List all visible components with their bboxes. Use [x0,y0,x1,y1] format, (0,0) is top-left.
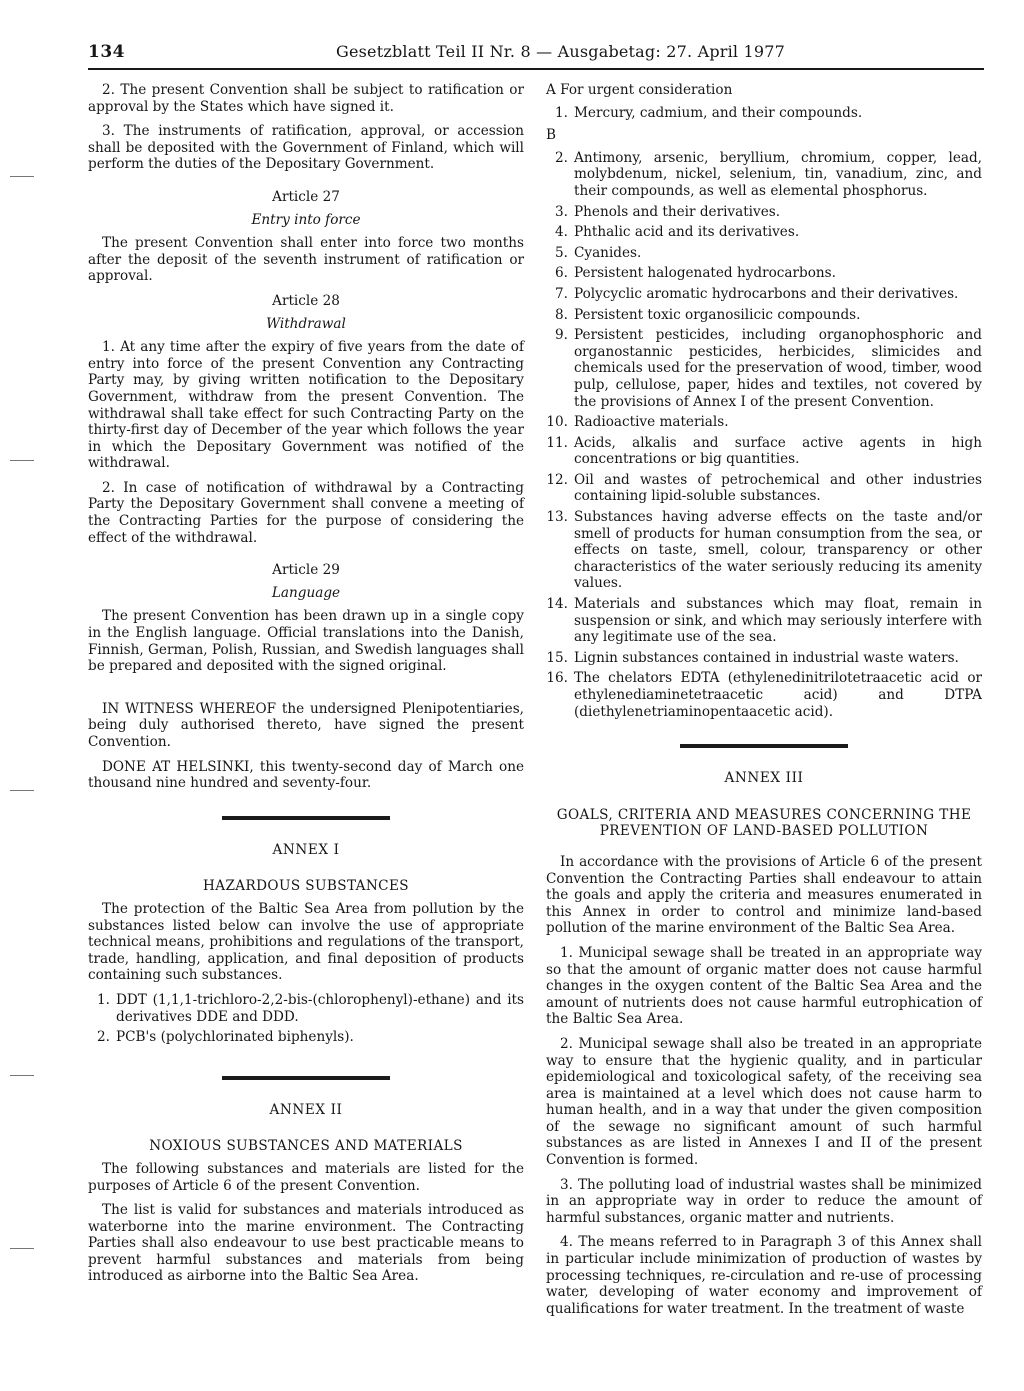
list-item-text: Mercury, cadmium, and their compounds. [574,104,863,121]
article-27-title: Article 27 [272,188,340,205]
annex-3-intro: In accordance with the provisions of Article 6 of the present Convention the Contracting Parties shall endeavour to attain the goals and apply the criteria and measures enumerated in this Annex in order to control and minimize land-based pollution of the marine environment of the Baltic Sea Area. [546,853,982,937]
article-27-subtitle: Entry into force [251,211,361,228]
margin-mark [10,1075,34,1076]
article-28-subtitle: Withdrawal [266,315,346,332]
list-item-number: 4. [555,224,568,241]
article-29-text: The present Convention has been drawn up in a single copy in the English language. Official translations into the Danish, Finnish, German, Polish, Russian, and Swedish languages shall be prepared and deposited with the signed original. [88,608,524,675]
section-a-label: A For urgent consideration [546,82,733,98]
list-item-number: 10. [546,414,568,431]
list-item [546,286,982,303]
article-29-title: Article 29 [272,562,340,579]
list-item-text: Materials and substances which may float, remain in suspension or sink, and which may seriously interfere with any legitimate use of the sea. [574,596,982,646]
article-28-paragraph-1: 1. At any time after the expiry of five years from the date of entry into force of the present Convention any Contracting Party may, by giving written notification to the Depositary Government, withdraw from the present Convention. The withdrawal shall take effect for such Contracting Party on the thirty-first day of December of the year which follows the year in which the Depositary Government was notified of the withdrawal. [88,339,524,472]
annex-2-paragraph-2: The list is valid for substances and materials introduced as waterborne into the marine environment. The Contracting Parties shall also endeavour to use best practicable means to prevent harmful substances and materials from being introduced as airborne into the Baltic Sea Area. [88,1202,524,1285]
list-item [546,596,982,646]
section-divider [222,816,390,820]
list-item [546,509,982,592]
list-item-text: Antimony, arsenic, beryllium, chromium, copper, lead, molybdenum, nickel, selenium, tin, vanadium, zinc, and their compounds, as well as elemental phosphorus. [574,149,982,199]
list-item-text: Radioactive materials. [574,414,729,431]
list-item [546,150,982,200]
list-item-number: 11. [546,434,568,451]
annex-3-paragraph-3: 3. The polluting load of industrial wastes shall be minimized in an appropriate way in order to reduce the amount of harmful substances, organic matter and nutrients. [546,1176,982,1226]
list-item [546,670,982,720]
list-item-number: 15. [546,649,568,666]
annex-1-list [88,992,524,1046]
list-item-number: 2. [555,149,568,166]
annex-2-heading: NOXIOUS SUBSTANCES AND MATERIALS [149,1138,463,1155]
list-item [546,265,982,282]
list-item-number: 13. [546,509,568,526]
annex-3-title: ANNEX III [724,770,804,787]
list-item-number: 2. [97,1029,110,1046]
list-item-number: 1. [97,991,110,1008]
page-header [88,40,984,70]
annex-3-paragraph-2: 2. Municipal sewage shall also be treated in an appropriate way to ensure that the hygienic quality, and in particular epidemiological and toxicological safety, of the receiving sea area is maintained at a level which does not cause harm to human health, and in a way that under the given composition of the sewage no significant amount of such harmful substances as are listed in Annexes I and II of the present Convention is formed. [546,1035,982,1169]
list-item [546,204,982,221]
section-b-label: B [546,127,556,144]
left-column [88,82,524,1293]
list-item [546,414,982,431]
list-item [88,992,524,1025]
annex-1-heading: HAZARDOUS SUBSTANCES [202,878,410,895]
list-item-text: Persistent toxic organosilicic compounds. [574,306,861,323]
list-item [546,307,982,324]
margin-mark [10,1248,34,1249]
list-item-text: Acids, alkalis and surface active agents in high concentrations or big quantities. [574,434,982,468]
list-section-b [546,150,982,720]
list-item-text: Polycyclic aromatic hydrocarbons and their derivatives. [574,285,959,302]
paragraph-ratification: 2. The present Convention shall be subject to ratification or approval by the States which have signed it. [88,82,524,115]
list-item-text: Lignin substances contained in industrial waste waters. [574,649,959,666]
section-divider [222,1076,390,1080]
list-item-number: 3. [555,203,568,220]
list-item [546,327,982,410]
list-item [546,224,982,241]
list-item-text: The chelators EDTA (ethylenedinitrilotetraacetic acid or ethylenediaminetetraacetic acid) and DTPA (diethylenetriaminopentaacetic acid). [574,670,982,720]
list-item-number: 8. [555,306,568,323]
list-item-text: Phenols and their derivatives. [574,203,781,220]
annex-2-paragraph-1: The following substances and materials are listed for the purposes of Article 6 of the present Convention. [88,1160,524,1194]
done-at-clause: DONE AT HELSINKI, this twenty-second day of March one thousand nine hundred and seventy-four. [88,758,524,792]
list-item [546,650,982,667]
list-item-text: Phthalic acid and its derivatives. [574,224,800,241]
annex-3-paragraph-4: 4. The means referred to in Paragraph 3 of this Annex shall in particular include minimization of production of wastes by processing techniques, re-circulation and re-use of processing water, developing of water economy and improvement of qualifications for water treatment. In the treatment of waste [546,1234,982,1317]
annex-1-intro: The protection of the Baltic Sea Area from pollution by the substances listed below can involve the use of appropriate technical means, prohibitions and regulations of the transport, trade, handling, application, and final deposition of products containing such substances. [88,900,524,984]
list-item-text: Persistent halogenated hydrocarbons. [574,265,836,282]
annex-1-title: ANNEX I [272,841,340,858]
list-item-text: DDT (1,1,1-trichloro-2,2-bis-(chlorophenyl)-ethane) and its derivatives DDE and DDD. [116,991,524,1025]
list-item [546,472,982,505]
annex-2-title: ANNEX II [269,1101,343,1118]
list-item [546,245,982,262]
list-item-number: 14. [546,596,568,613]
list-item-text: Oil and wastes of petrochemical and other industries containing lipid-soluble substances. [574,471,982,505]
list-item-text: Cyanides. [574,244,642,261]
list-item-number: 7. [555,285,568,302]
list-item-number: 5. [555,244,568,261]
article-29-subtitle: Language [271,584,341,601]
right-column [546,82,982,1325]
annex-3-paragraph-1: 1. Municipal sewage shall be treated in an appropriate way so that the amount of organic matter does not cause harmful changes in the oxygen content of the Baltic Sea Area and the amount of nutrients does not cause harmful eutrophication of the Baltic Sea Area. [546,944,982,1028]
header-title: Gesetzblatt Teil II Nr. 8 — Ausgabetag: 27. April 1977 [336,42,786,61]
article-28-paragraph-2: 2. In case of notification of withdrawal by a Contracting Party the Depositary Government shall convene a meeting of the Contracting Parties for the purpose of considering the effect of the withdrawal. [88,479,524,546]
list-item-text: Substances having adverse effects on the taste and/or smell of products for human consumption from the sea, or effects on taste, smell, colour, transparency or other characteristics of the water seriously reducing its amenity values. [574,509,982,592]
list-item-text: Persistent pesticides, including organophosphoric and organostannic pesticides, herbicides, slimicides and chemicals used for the preservation of wood, timber, wood pulp, cellulose, paper, hides and textiles, not covered by the provisions of Annex I of the present Convention. [574,327,982,410]
list-item [88,1029,524,1046]
list-section-a [546,105,982,122]
witness-clause: IN WITNESS WHEREOF the undersigned Plenipotentiaries, being duly authorised thereto, have signed the present Convention. [88,700,524,750]
list-item-number: 12. [546,471,568,488]
paragraph-instruments: 3. The instruments of ratification, approval, or accession shall be deposited with the Government of Finland, which will perform the duties of the Depositary Government. [88,123,524,173]
article-27-text: The present Convention shall enter into force two months after the deposit of the seventh instrument of ratification or approval. [88,235,524,285]
margin-mark [10,460,34,461]
list-item-number: 9. [555,327,568,344]
margin-mark [10,790,34,791]
list-item [546,105,982,122]
list-item-number: 1. [555,104,568,121]
list-item-text: PCB's (polychlorinated biphenyls). [116,1029,354,1046]
article-28-title: Article 28 [272,292,340,309]
margin-mark [10,176,34,177]
list-item [546,435,982,468]
list-item-number: 16. [546,670,568,687]
page-number: 134 [88,42,125,62]
section-divider [680,744,848,748]
annex-3-heading: GOALS, CRITERIA AND MEASURES CONCERNING THE PREVENTION OF LAND-BASED POLLUTION [556,806,972,840]
list-item-number: 6. [555,265,568,282]
